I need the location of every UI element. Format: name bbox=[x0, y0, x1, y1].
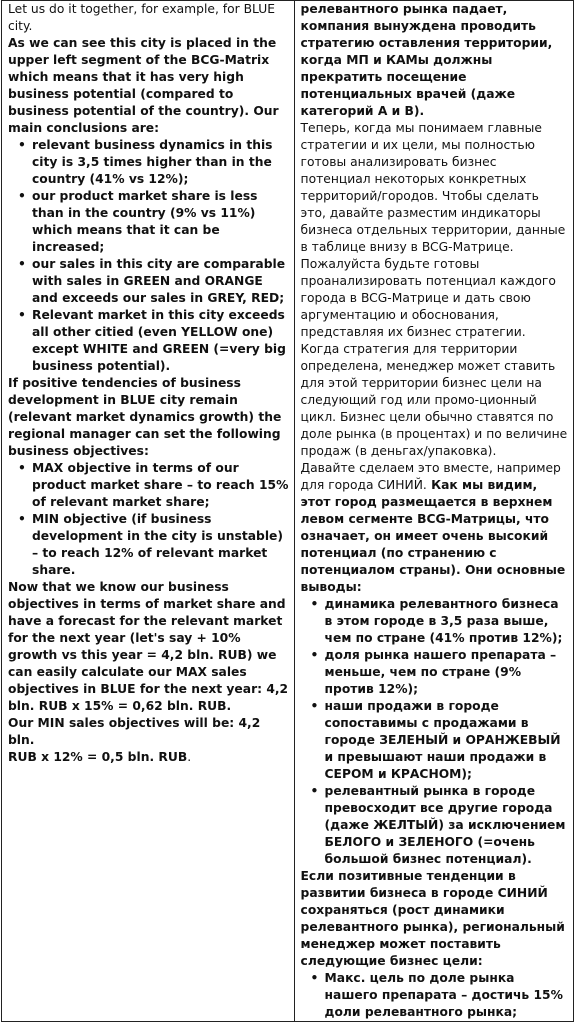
paragraph-5 bbox=[8, 749, 289, 766]
paragraph-1: As we can see this city is placed in the upper left segment of the BCG-Matrix which means that it has very high business potential (compared to business potential of the country). Our main conclusions are: bbox=[8, 36, 279, 135]
paragraph-4: Our MIN sales objectives will be: 4,2 bln. bbox=[8, 716, 261, 747]
paragraph-2: If positive tendencies of business development in BLUE city remain (relevant market dynamics growth) the regional manager can set the following business objectives: bbox=[8, 376, 282, 458]
bilingual-table bbox=[1, 0, 574, 1022]
objectives-list bbox=[8, 460, 289, 579]
english-column bbox=[2, 1, 295, 1022]
paragraph-5-end: . bbox=[187, 750, 192, 764]
list-item: • динамика релевантного бизнеса в этом городе в 3,5 раза выше, чем по стране (41% против 12%); bbox=[325, 596, 568, 647]
paragraph-5-ru-normal: Давайте сделаем это вместе, например для города СИНИЙ. bbox=[300, 461, 561, 492]
list-item: • Relevant market in this city exceeds all other citied (even YELLOW one) except WHITE and GREEN (=very big business potential). bbox=[32, 307, 289, 375]
paragraph-3-ru: Пожалуйста будьте готовы проанализировать потенциал каждого города в BCG-Матрице и дать свою аргументацию и обоснования, представляя их бизнес стратегии. bbox=[300, 257, 556, 339]
conclusions-list-ru bbox=[301, 596, 568, 868]
paragraph-2-ru: Теперь, когда мы понимаем главные стратегии и их цели, мы полностью готовы анализировать бизнес потенциал некоторых конкретных территорий/городов. Чтобы сделать это, давайте разместим индикаторы бизнеса отдельных территории, данные в таблице внизу в BCG-Матрице. bbox=[300, 121, 566, 254]
paragraph-1-ru: релевантного рынка падает, компания вынуждена проводить стратегию оставления территории, когда МП и КАМы должны прекратить посещение потенциальных врачей (даже категорий А и В). bbox=[300, 2, 553, 118]
objectives-list-ru bbox=[301, 970, 568, 1021]
list-item: • our sales in this city are comparable with sales in GREEN and ORANGE and exceeds our sales in GREY, RED; bbox=[32, 256, 289, 307]
paragraph-4-ru: Когда стратегия для территории определена, менеджер может ставить для этой территории бизнес цели на следующий год или промо-ционный цикл. Бизнес цели обычно ставятся по доле рынка (в процентах) и по величине продаж (в деньгах/упаковка). bbox=[300, 342, 568, 458]
list-item: • релевантный рынка в городе превосходит все другие города (даже ЖЕЛТЫЙ) за исключением БЕЛОГО и ЗЕЛЕНОГО (=очень большой бизнес потенциал). bbox=[325, 783, 568, 868]
paragraph-6-ru: Если позитивные тенденции в развитии бизнеса в городе СИНИЙ сохраняться (рост динамики релевантного рынка), региональный менеджер может поставить следующие бизнес цели: bbox=[300, 869, 565, 968]
list-item: • доля рынка нашего препарата – меньше, чем по стране (9% против 12%); bbox=[325, 647, 568, 698]
conclusions-list bbox=[8, 137, 289, 375]
list-item: • our product market share is less than in the country (9% vs 11%) which means that it can be increased; bbox=[32, 188, 289, 256]
list-item: • relevant business dynamics in this city is 3,5 times higher than in the country (41% vs 12%); bbox=[32, 137, 289, 188]
paragraph-5-text: RUB x 12% = 0,5 bln. RUB bbox=[8, 750, 188, 764]
list-item: • MAX objective in terms of our product market share – to reach 15% of relevant market share; bbox=[32, 460, 289, 511]
list-item: • Макс. цель по доле рынка нашего препарата – достичь 15% доли релевантного рынка; bbox=[325, 970, 568, 1021]
intro-text: Let us do it together, for example, for BLUE city. bbox=[8, 2, 276, 33]
paragraph-5-ru bbox=[301, 460, 568, 596]
paragraph-3: Now that we know our business objectives in terms of market share and have a forecast for the relevant market for the next year (let's say + 10% growth vs this year = 4,2 bln. RUB) we can easily calculate our MAX sales objectives in BLUE for the next year: 4,2 bln. RUB x 15% = 0,62 bln. RUB. bbox=[8, 580, 289, 713]
paragraph-5-ru-bold: Как мы видим, этот город размещается в верхнем левом сегменте BCG-Матрицы, что означает, он имеет очень высокий потенциал (по странению с потенциалом страны). Они основные выводы: bbox=[300, 478, 566, 594]
table-row bbox=[2, 1, 574, 1022]
list-item: • наши продажи в городе сопоставимы с продажами в городе ЗЕЛЕНЫЙ и ОРАНЖЕВЫЙ и превышают наши продажи в СЕРОМ и КРАСНОМ); bbox=[325, 698, 568, 783]
russian-column bbox=[294, 1, 573, 1022]
list-item: • MIN objective (if business development in the city is unstable) – to reach 12% of relevant market share. bbox=[32, 511, 289, 579]
